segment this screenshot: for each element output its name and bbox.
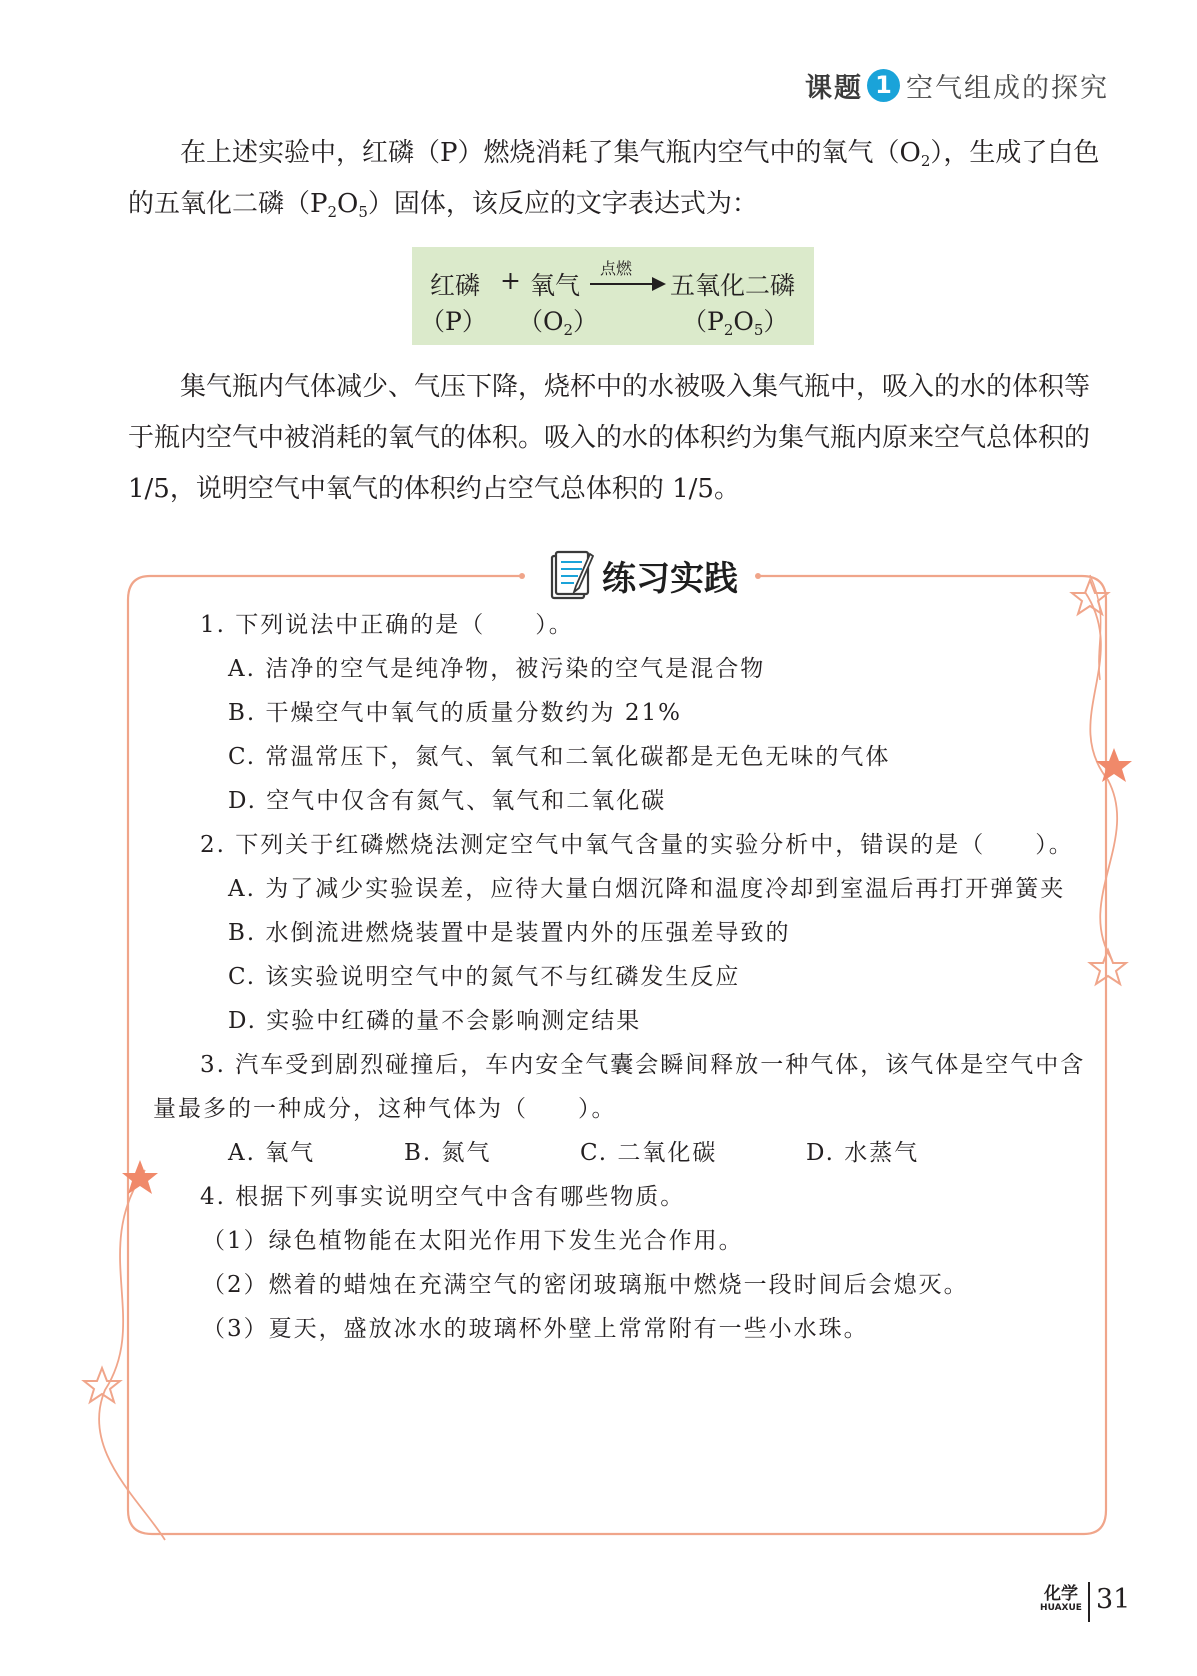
exercise-heading xyxy=(540,548,750,602)
header-title: 空气组成的探究 xyxy=(906,73,1109,104)
para1-sub-2: 2 xyxy=(327,203,338,221)
question-3-option-c: C. 二氧化碳 xyxy=(580,1140,718,1166)
question-3-option-a: A. 氧气 xyxy=(228,1140,316,1166)
star-icon xyxy=(1096,748,1132,782)
paragraph-2: 集气瓶内气体减少、气压下降，烧杯中的水被吸入集气瓶中，吸入的水的体积等于瓶内空气中被消耗的氧气的体积。吸入的水的体积约为集气瓶内原来空气总体积的 1/5，说明空气中氧气的体积约占空气总体积的 1/5。 xyxy=(128,372,1091,504)
para1-text-b: ），生成了 xyxy=(930,138,1048,168)
subject-logo xyxy=(1036,1585,1086,1614)
para1-text-d: O xyxy=(337,189,359,219)
para1-text-e: ）固体，该反应的文字表达式为： xyxy=(367,189,758,219)
equation-formula-3: $(P_2O_5)$ xyxy=(682,307,789,339)
notebook-pencil-icon xyxy=(548,548,594,602)
question-3-line-2: 量最多的一种成分，这种气体为（ ）。 xyxy=(153,1096,617,1122)
question-1-option-a: A. 洁净的空气是纯净物，被污染的空气是混合物 xyxy=(228,656,766,682)
question-1-option-b: B. 干燥空气中氧气的质量分数约为 21% xyxy=(228,700,682,726)
equation-reactant-2: 氧气 xyxy=(530,271,581,300)
page-number: 31 xyxy=(1096,1584,1131,1615)
equation-plus: + xyxy=(500,266,521,295)
equation-product: 五氧化二磷 xyxy=(670,271,796,300)
question-3-line-1: 3. 汽车受到剧烈碰撞后，车内安全气囊会瞬间释放一种气体，该气体是空气中含 xyxy=(200,1052,1086,1078)
question-4-item-2: （2）燃着的蜡烛在充满空气的密闭玻璃瓶中燃烧一段时间后会熄灭。 xyxy=(202,1272,969,1298)
header-prefix: 课题 xyxy=(805,73,863,104)
equation-formula-2: $(O_2)$ xyxy=(518,307,599,339)
para1-text-a: 在上述实验中，红磷（P）燃烧消耗了集气瓶内空气中的氧气（O xyxy=(180,138,921,168)
para1-sub-1: 2 xyxy=(920,152,931,170)
equation-formula-1: （P） xyxy=(420,307,487,336)
question-4-item-3: （3）夏天，盛放冰水的玻璃杯外壁上常常附有一些小水珠。 xyxy=(202,1316,869,1342)
question-2-option-b: B. 水倒流进燃烧装置中是装置内外的压强差导致的 xyxy=(228,920,791,946)
question-3-option-d: D. 水蒸气 xyxy=(806,1140,920,1166)
question-1: 1. 下列说法中正确的是（ ）。 xyxy=(200,612,574,638)
question-2-option-c: C. 该实验说明空气中的氮气不与红磷发生反应 xyxy=(228,964,741,990)
subject-pinyin: HUAXUE xyxy=(1040,1603,1082,1613)
question-2-option-a: A. 为了减少实验误差，应待大量白烟沉降和温度冷却到室温后再打开弹簧夹 xyxy=(228,876,1066,902)
equation-reactant-1: 红磷 xyxy=(430,271,481,300)
question-2: 2. 下列关于红磷燃烧法测定空气中氧气含量的实验分析中，错误的是（ ）。 xyxy=(200,832,1074,858)
question-4-item-1: （1）绿色植物能在太阳光作用下发生光合作用。 xyxy=(202,1228,744,1254)
question-3-option-b: B. 氮气 xyxy=(404,1140,492,1166)
equation-condition: 点燃 xyxy=(600,259,633,278)
question-2-option-d: D. 实验中红磷的量不会影响测定结果 xyxy=(228,1008,642,1034)
question-1-option-c: C. 常温常压下，氮气、氧气和二氧化碳都是无色无味的气体 xyxy=(228,744,891,770)
question-4: 4. 根据下列事实说明空气中含有哪些物质。 xyxy=(200,1184,686,1210)
header-number-badge: 1 xyxy=(867,69,900,102)
subject-name: 化学 xyxy=(1044,1584,1078,1604)
star-icon xyxy=(1090,950,1126,984)
question-1-option-d: D. 空气中仅含有氮气、氧气和二氧化碳 xyxy=(228,788,667,814)
para1-text-c: 白色的五氧化二磷（P xyxy=(128,138,1100,219)
exercise-title: 练习实践 xyxy=(602,558,738,599)
para1-sub-3: 5 xyxy=(358,203,368,221)
footer-divider xyxy=(1088,1582,1090,1622)
